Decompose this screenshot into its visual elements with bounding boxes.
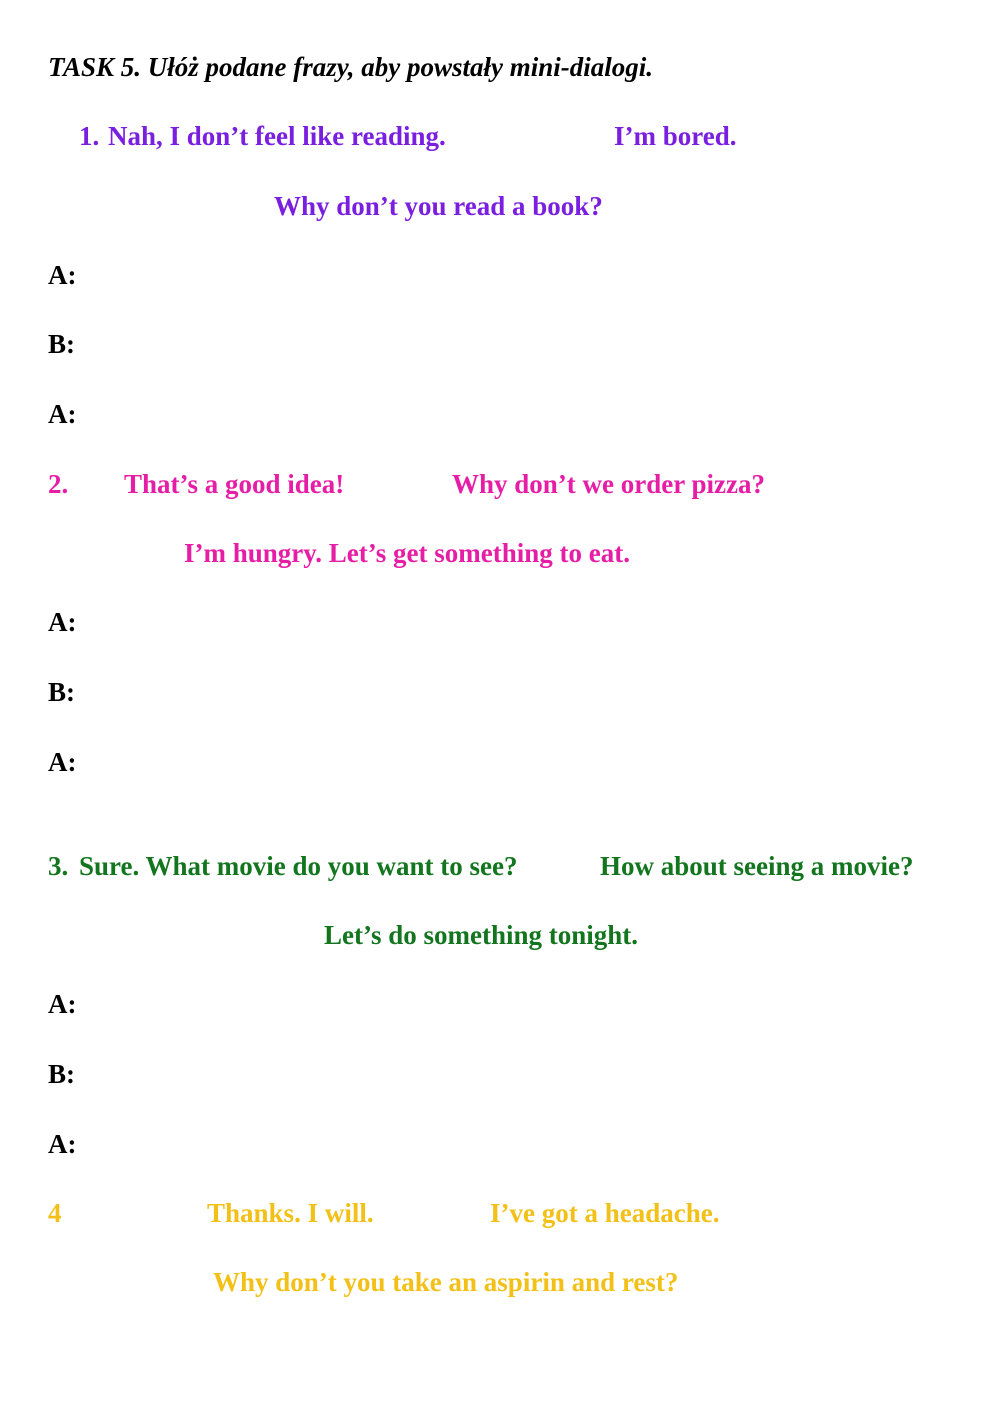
task-2-speaker-a2: A: [48,747,77,777]
task-3-phrase-1: Sure. What movie do you want to see? [79,851,518,881]
task-title: TASK 5. Ułóż podane frazy, aby powstały mini-dialogi. [48,52,654,82]
task-1-number: 1. [79,121,100,151]
task-2-phrase-2: Why don’t we order pizza? [452,469,765,499]
task-3-speaker-a1: A: [48,989,77,1019]
task-3-speaker-a2: A: [48,1129,77,1159]
task-2-speaker-a1: A: [48,607,77,637]
task-1-phrase-1: Nah, I don’t feel like reading. [108,121,446,151]
task-1-phrase-3: Why don’t you read a book? [274,191,603,221]
task-1-speaker-a2: A: [48,399,77,429]
task-1-speaker-b: B: [48,329,75,359]
task-2-phrase-1: That’s a good idea! [124,469,345,499]
task-2-number: 2. [48,469,69,499]
task-2-speaker-b: B: [48,677,75,707]
task-3-phrase-2: How about seeing a movie? [600,851,914,881]
task-4-phrase-2: I’ve got a headache. [490,1198,720,1228]
task-3-number: 3. [48,851,69,881]
task-4-number: 4 [48,1198,62,1228]
task-4-phrase-1: Thanks. I will. [207,1198,374,1228]
task-3-phrase-3: Let’s do something tonight. [324,920,639,950]
task-1-speaker-a1: A: [48,260,77,290]
task-4-phrase-3: Why don’t you take an aspirin and rest? [213,1267,679,1297]
task-3-speaker-b: B: [48,1059,75,1089]
task-2-phrase-3: I’m hungry. Let’s get something to eat. [184,538,630,568]
task-1-phrase-2: I’m bored. [614,121,737,151]
